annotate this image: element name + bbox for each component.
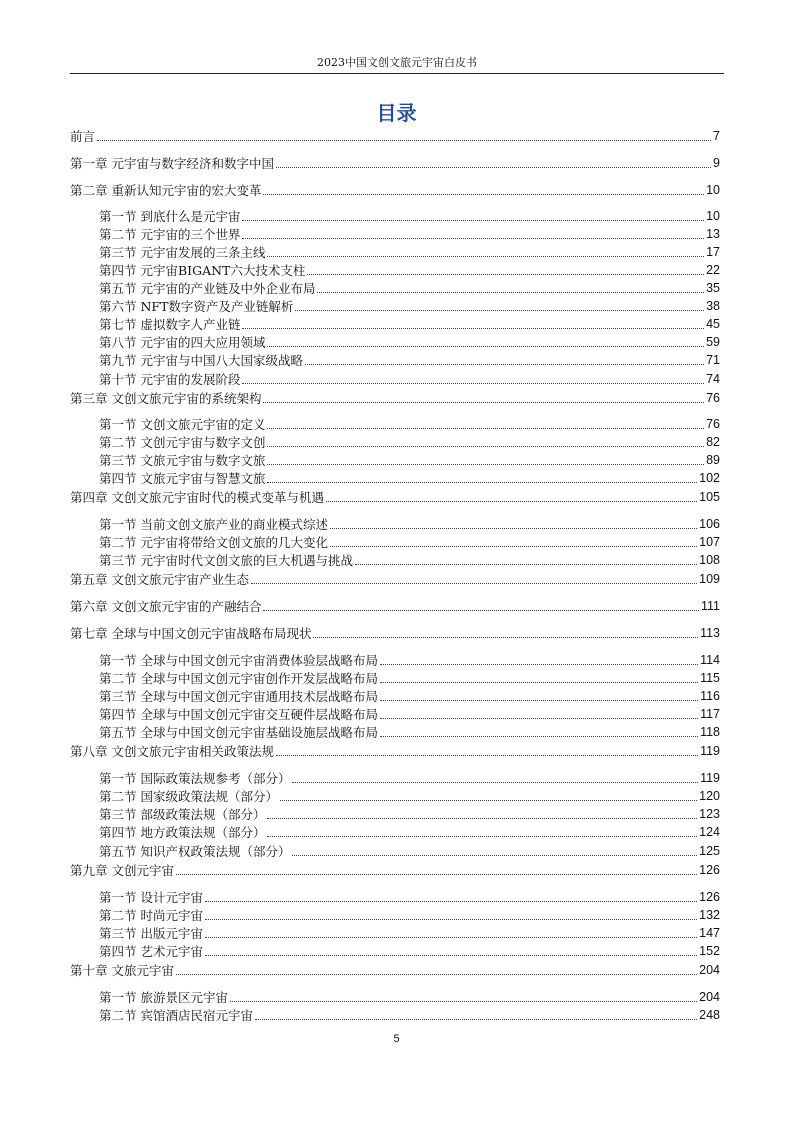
toc-section-entry[interactable] bbox=[99, 806, 720, 823]
toc-section-entry[interactable] bbox=[99, 552, 720, 569]
toc-section-entry[interactable] bbox=[99, 943, 720, 960]
toc-section-entry[interactable] bbox=[99, 226, 720, 243]
toc-entry-page: 248 bbox=[699, 1008, 720, 1022]
dot-leader bbox=[326, 501, 697, 502]
dot-leader bbox=[267, 256, 704, 257]
dot-leader bbox=[205, 919, 697, 920]
toc-entry-page: 106 bbox=[699, 517, 720, 531]
toc-entry-page: 45 bbox=[706, 317, 720, 331]
toc-entry-page: 114 bbox=[700, 653, 720, 667]
toc-section-entry[interactable] bbox=[99, 208, 720, 225]
toc-entry-label: 第二节 全球与中国文创元宇宙创作开发层战略布局 bbox=[99, 671, 378, 686]
toc-entry-label: 第一节 设计元宇宙 bbox=[99, 890, 203, 905]
toc-chapter-entry[interactable] bbox=[70, 182, 720, 199]
toc-entry-page: 126 bbox=[699, 890, 720, 904]
toc-entry-page: 35 bbox=[706, 281, 720, 295]
dot-leader bbox=[313, 637, 698, 638]
toc-entry-page: 109 bbox=[699, 572, 720, 586]
toc-section-entry[interactable] bbox=[99, 516, 720, 533]
toc-section-entry[interactable] bbox=[99, 989, 720, 1006]
toc-entry-label: 第四节 艺术元宇宙 bbox=[99, 944, 203, 959]
toc-entry-page: 116 bbox=[700, 689, 720, 703]
toc-entry-label: 第三节 出版元宇宙 bbox=[99, 926, 203, 941]
toc-entry-label: 第二节 宾馆酒店民宿元宇宙 bbox=[99, 1008, 253, 1023]
toc-entry-page: 126 bbox=[699, 863, 720, 877]
dot-leader bbox=[380, 700, 698, 701]
toc-entry-label: 第四节 地方政策法规（部分） bbox=[99, 825, 266, 840]
dot-leader bbox=[267, 446, 704, 447]
toc-section-entry[interactable] bbox=[99, 688, 720, 705]
toc-chapter-entry[interactable] bbox=[70, 598, 720, 615]
dot-leader bbox=[205, 901, 697, 902]
dot-leader bbox=[355, 564, 697, 565]
dot-leader bbox=[267, 346, 704, 347]
toc-entry-label: 第三节 部级政策法规（部分） bbox=[99, 807, 266, 822]
toc-entry-label: 第四节 全球与中国文创元宇宙交互硬件层战略布局 bbox=[99, 707, 378, 722]
toc-section-entry[interactable] bbox=[99, 889, 720, 906]
toc-entry-page: 10 bbox=[706, 183, 720, 197]
dot-leader bbox=[267, 464, 704, 465]
dot-leader bbox=[380, 682, 698, 683]
toc-entry-page: 108 bbox=[699, 553, 720, 567]
toc-entry-label: 第五节 知识产权政策法规（部分） bbox=[99, 844, 291, 859]
toc-entry-label: 第三章 文创文旅元宇宙的系统架构 bbox=[70, 391, 262, 406]
toc-entry-label: 第二章 重新认知元宇宙的宏大变革 bbox=[70, 183, 262, 198]
toc-entry-label: 第一节 旅游景区元宇宙 bbox=[99, 990, 228, 1005]
toc-entry-page: 115 bbox=[700, 671, 720, 685]
dot-leader bbox=[205, 955, 697, 956]
toc-entry-label: 第一节 文创文旅元宇宙的定义 bbox=[99, 417, 266, 432]
toc-entry-label: 第一节 到底什么是元宇宙 bbox=[99, 209, 241, 224]
toc-entry-label: 第六节 NFT数字资产及产业链解析 bbox=[99, 299, 294, 314]
toc-section-entry[interactable] bbox=[99, 334, 720, 351]
running-header: 2023中国文创文旅元宇宙白皮书 bbox=[317, 56, 477, 69]
toc-entry-label: 第五节 元宇宙的产业链及中外企业布局 bbox=[99, 281, 316, 296]
dot-leader bbox=[276, 755, 698, 756]
toc-section-entry[interactable] bbox=[99, 724, 720, 741]
toc-entry-label: 第二节 元宇宙将带给文创文旅的几大变化 bbox=[99, 535, 328, 550]
dot-leader bbox=[263, 402, 704, 403]
toc-chapter-entry[interactable] bbox=[70, 625, 720, 642]
toc-entry-page: 59 bbox=[706, 335, 720, 349]
toc-entry-label: 第九节 元宇宙与中国八大国家级战略 bbox=[99, 353, 303, 368]
toc-entry-label: 第二节 文创元宇宙与数字文创 bbox=[99, 435, 266, 450]
toc-entry-page: 123 bbox=[699, 807, 720, 821]
toc-chapter-entry[interactable] bbox=[70, 155, 720, 172]
dot-leader bbox=[267, 836, 697, 837]
toc-section-entry[interactable] bbox=[99, 706, 720, 723]
toc-entry-label: 第八章 文创文旅元宇宙相关政策法规 bbox=[70, 744, 274, 759]
toc-entry-page: 124 bbox=[699, 825, 720, 839]
toc-entry-page: 105 bbox=[699, 490, 720, 504]
toc-chapter-entry[interactable] bbox=[70, 962, 720, 979]
toc-entry-label: 第十章 文旅元宇宙 bbox=[70, 963, 174, 978]
dot-leader bbox=[242, 220, 704, 221]
toc-entry-label: 第四章 文创文旅元宇宙时代的模式变革与机遇 bbox=[70, 490, 324, 505]
toc-chapter-entry[interactable] bbox=[70, 128, 720, 145]
toc-entry-label: 第一节 当前文创文旅产业的商业模式综述 bbox=[99, 517, 328, 532]
toc-entry-label: 第一节 国际政策法规参考（部分） bbox=[99, 771, 291, 786]
dot-leader bbox=[242, 238, 704, 239]
dot-leader bbox=[305, 364, 704, 365]
toc-entry-label: 第一章 元宇宙与数字经济和数字中国 bbox=[70, 156, 274, 171]
toc-section-entry[interactable] bbox=[99, 244, 720, 261]
dot-leader bbox=[263, 194, 704, 195]
toc-entry-page: 38 bbox=[706, 299, 720, 313]
toc-entry-label: 第五节 全球与中国文创元宇宙基础设施层战略布局 bbox=[99, 725, 378, 740]
toc-entry-label: 第四节 元宇宙BIGANT六大技术支柱 bbox=[99, 263, 306, 278]
toc-section-entry[interactable] bbox=[99, 316, 720, 333]
toc-entry-label: 第五章 文创文旅元宇宙产业生态 bbox=[70, 572, 249, 587]
toc-entry-page: 76 bbox=[706, 417, 720, 431]
dot-leader bbox=[330, 528, 697, 529]
toc-entry-page: 119 bbox=[700, 744, 720, 758]
toc-entry-label: 第三节 全球与中国文创元宇宙通用技术层战略布局 bbox=[99, 689, 378, 704]
toc-entry-page: 10 bbox=[706, 209, 720, 223]
toc-section-entry[interactable] bbox=[99, 907, 720, 924]
toc-entry-page: 107 bbox=[699, 535, 720, 549]
toc-section-entry[interactable] bbox=[99, 452, 720, 469]
toc-section-entry[interactable] bbox=[99, 470, 720, 487]
toc-entry-label: 第九章 文创元宇宙 bbox=[70, 863, 174, 878]
toc-chapter-entry[interactable] bbox=[70, 489, 720, 506]
toc-chapter-entry[interactable] bbox=[70, 390, 720, 407]
toc-chapter-entry[interactable] bbox=[70, 743, 720, 760]
toc-section-entry[interactable] bbox=[99, 652, 720, 669]
dot-leader bbox=[380, 718, 698, 719]
dot-leader bbox=[267, 482, 697, 483]
toc-chapter-entry[interactable] bbox=[70, 862, 720, 879]
toc-entry-label: 第七节 虚拟数字人产业链 bbox=[99, 317, 241, 332]
toc-section-entry[interactable] bbox=[99, 371, 720, 388]
toc-section-entry[interactable] bbox=[99, 925, 720, 942]
toc-section-entry[interactable] bbox=[99, 788, 720, 805]
toc-section-entry[interactable] bbox=[99, 824, 720, 841]
toc-entry-page: 132 bbox=[699, 908, 720, 922]
dot-leader bbox=[176, 974, 697, 975]
toc-entry-page: 71 bbox=[706, 353, 720, 367]
toc-entry-label: 第八节 元宇宙的四大应用领域 bbox=[99, 335, 266, 350]
toc-title: 目录 bbox=[376, 101, 417, 125]
toc-entry-label: 第一节 全球与中国文创元宇宙消费体验层战略布局 bbox=[99, 653, 378, 668]
toc-entry-page: 118 bbox=[700, 725, 720, 739]
toc-entry-page: 113 bbox=[700, 626, 720, 640]
toc-section-entry[interactable] bbox=[99, 280, 720, 297]
dot-leader bbox=[97, 140, 711, 141]
dot-leader bbox=[307, 274, 704, 275]
toc-entry-label: 第三节 文旅元宇宙与数字文旅 bbox=[99, 453, 266, 468]
toc-section-entry[interactable] bbox=[99, 352, 720, 369]
toc-entry-label: 第七章 全球与中国文创元宇宙战略布局现状 bbox=[70, 626, 312, 641]
dot-leader bbox=[267, 818, 697, 819]
toc-entry-page: 120 bbox=[699, 789, 720, 803]
dot-leader bbox=[295, 310, 704, 311]
toc-entry-label: 第四节 文旅元宇宙与智慧文旅 bbox=[99, 471, 266, 486]
toc-entry-label: 第六章 文创文旅元宇宙的产融结合 bbox=[70, 599, 262, 614]
toc-entry-page: 204 bbox=[699, 963, 720, 977]
dot-leader bbox=[292, 855, 697, 856]
dot-leader bbox=[176, 874, 697, 875]
dot-leader bbox=[276, 167, 711, 168]
toc-entry-page: 102 bbox=[699, 471, 720, 485]
toc-entry-page: 74 bbox=[706, 372, 720, 386]
toc-entry-label: 第三节 元宇宙发展的三条主线 bbox=[99, 245, 266, 260]
toc-section-entry[interactable] bbox=[99, 298, 720, 315]
toc-section-entry[interactable] bbox=[99, 1007, 720, 1024]
toc-section-entry[interactable] bbox=[99, 534, 720, 551]
toc-entry-page: 152 bbox=[699, 944, 720, 958]
dot-leader bbox=[317, 292, 704, 293]
dot-leader bbox=[263, 610, 699, 611]
toc-entry-page: 22 bbox=[706, 263, 720, 277]
toc-entry-page: 125 bbox=[699, 844, 720, 858]
page-number: 5 bbox=[393, 1033, 400, 1045]
toc-entry-page: 9 bbox=[713, 156, 720, 170]
toc-entry-page: 204 bbox=[699, 990, 720, 1004]
dot-leader bbox=[292, 782, 698, 783]
toc-entry-page: 89 bbox=[706, 453, 720, 467]
dot-leader bbox=[380, 664, 698, 665]
dot-leader bbox=[255, 1019, 697, 1020]
toc-entry-page: 76 bbox=[706, 391, 720, 405]
toc-entry-label: 第二节 国家级政策法规（部分） bbox=[99, 789, 278, 804]
toc-entry-page: 17 bbox=[706, 245, 720, 259]
toc-entry-label: 第二节 元宇宙的三个世界 bbox=[99, 227, 241, 242]
dot-leader bbox=[242, 383, 704, 384]
toc-entry-page: 117 bbox=[700, 707, 720, 721]
toc-section-entry[interactable] bbox=[99, 843, 720, 860]
dot-leader bbox=[330, 546, 697, 547]
dot-leader bbox=[380, 736, 698, 737]
toc-entry-label: 第三节 元宇宙时代文创文旅的巨大机遇与挑战 bbox=[99, 553, 353, 568]
toc-entry-label: 前言 bbox=[70, 129, 96, 144]
toc-entry-page: 82 bbox=[706, 435, 720, 449]
dot-leader bbox=[205, 937, 697, 938]
toc-entry-page: 147 bbox=[699, 926, 720, 940]
toc-section-entry[interactable] bbox=[99, 434, 720, 451]
toc-entry-page: 13 bbox=[706, 227, 720, 241]
toc-entry-page: 119 bbox=[700, 771, 720, 785]
toc-chapter-entry[interactable] bbox=[70, 571, 720, 588]
toc-entry-page: 111 bbox=[700, 599, 720, 613]
toc-section-entry[interactable] bbox=[99, 262, 720, 279]
dot-leader bbox=[242, 328, 704, 329]
dot-leader bbox=[251, 583, 697, 584]
toc-section-entry[interactable] bbox=[99, 416, 720, 433]
dot-leader bbox=[230, 1001, 697, 1002]
toc-section-entry[interactable] bbox=[99, 770, 720, 787]
dot-leader bbox=[267, 428, 704, 429]
toc-entry-page: 7 bbox=[713, 129, 720, 143]
toc-section-entry[interactable] bbox=[99, 670, 720, 687]
toc-entry-label: 第二节 时尚元宇宙 bbox=[99, 908, 203, 923]
toc-entry-label: 第十节 元宇宙的发展阶段 bbox=[99, 372, 241, 387]
dot-leader bbox=[280, 800, 697, 801]
